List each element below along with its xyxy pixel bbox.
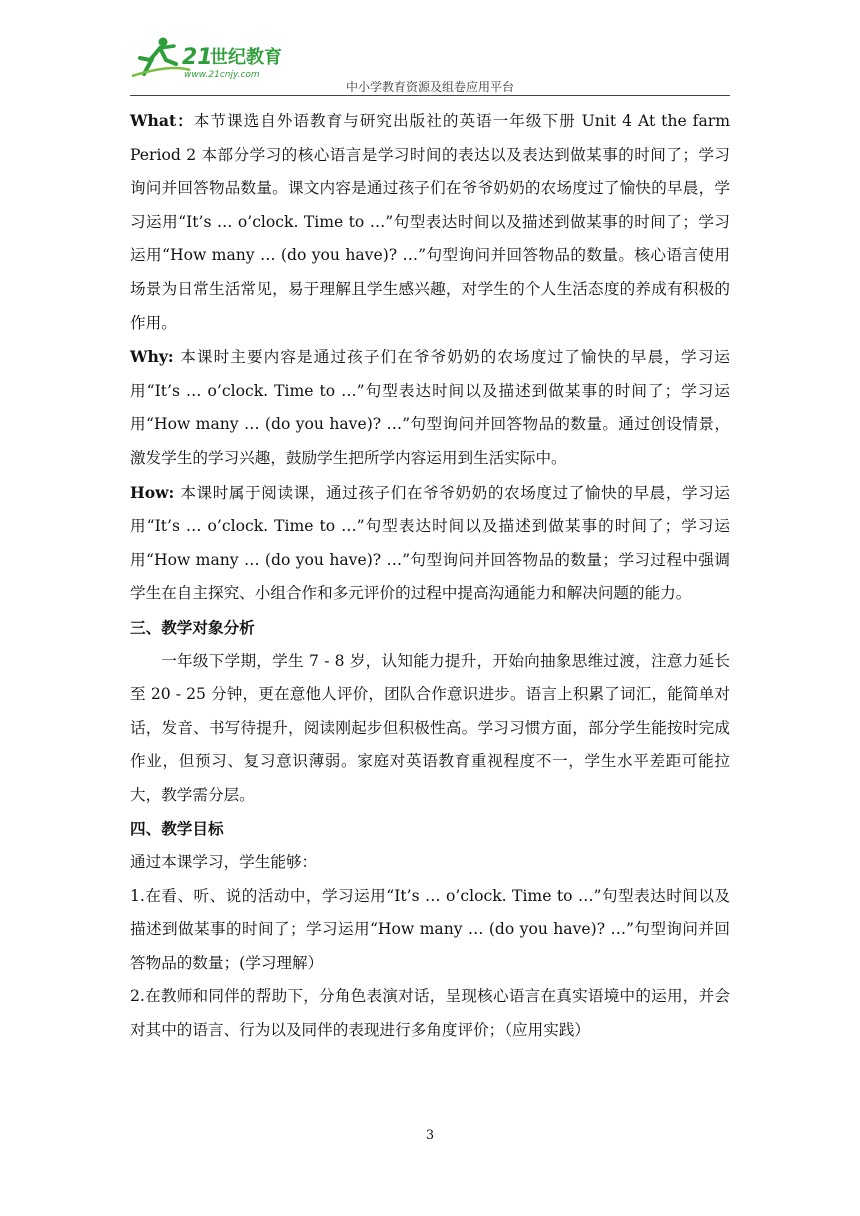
document-body xyxy=(130,104,730,1048)
page-number: 3 xyxy=(425,1128,435,1143)
section-heading-4: 四、教学目标 xyxy=(130,819,224,839)
why-paragraph xyxy=(130,340,730,475)
svg-text:世纪教育: 世纪教育 xyxy=(210,47,282,68)
how-label: How: xyxy=(130,482,181,502)
platform-name: 中小学教育资源及组卷应用平台 xyxy=(345,80,514,94)
goals-intro: 通过本课学习，学生能够： xyxy=(130,853,318,872)
what-paragraph xyxy=(130,104,730,340)
21cnjy-logo xyxy=(130,34,300,82)
why-text: 本课时主要内容是通过孩子们在爷爷奶奶的农场度过了愉快的早晨，学习运用“It’s … o’clock. Time to …”句型表达时间以及描述到做某事的时间了；学习运用“How many … (do you have)? …”句型询问并回答物品的数量。通过创设情景，激发学生的学习兴趣，鼓励学生把所学内容运用到生活实际中。 xyxy=(130,348,730,467)
what-label: What： xyxy=(130,111,194,130)
how-text: 本课时属于阅读课，通过孩子们在爷爷奶奶的农场度过了愉快的早晨，学习运用“It’s … o’clock. Time to …”句型表达时间以及描述到做某事的时间了；学习运用“How many … (do you have)? …”句型询问并回答物品的数量；学习过程中强调学生在自主探究、小组合作和多元评价的过程中提高沟通能力和解决问题的能力。 xyxy=(130,483,730,603)
why-label: Why: xyxy=(130,347,181,367)
goal-item-1: 1.在看、听、说的活动中，学习运用“It’s … o’clock. Time to …”句型表达时间以及描述到做某事的时间了；学习运用“How many … (do you have)? …”句型询问并回答物品的数量；(学习理解） xyxy=(130,886,730,972)
svg-text:21: 21 xyxy=(182,45,213,70)
page-header xyxy=(130,34,730,96)
how-paragraph xyxy=(130,476,730,611)
section-heading-3: 三、教学对象分析 xyxy=(130,617,255,637)
goal-item-2: 2.在教师和同伴的帮助下，分角色表演对话，呈现核心语言在真实语境中的运用，并会对其中的语言、行为以及同伴的表现进行多角度评价；（应用实践） xyxy=(130,987,730,1040)
header-divider xyxy=(130,95,730,96)
what-text: 本节课选自外语教育与研究出版社的英语一年级下册 Unit 4 At the farm Period 2 本部分学习的核心语言是学习时间的表达以及表达到做某事的时间了；学习询问并回答物品数量。课文内容是通过孩子们在爷爷奶奶的农场度过了愉快的早晨，学习运用“It’s … o’clock. Time to …”句型表达时间以及描述到做某事的时间了；学习运用“How many … (do you have)? …”句型询问并回答物品的数量。核心语言使用场景为日常生活常见，易于理解且学生感兴趣，对学生的个人生活态度的养成有积极的作用。 xyxy=(130,112,730,332)
svg-text:www.21cnjy.com: www.21cnjy.com xyxy=(184,70,260,80)
section3-paragraph: 一年级下学期，学生 7 - 8 岁，认知能力提升，开始向抽象思维过渡，注意力延长至 20 - 25 分钟，更在意他人评价，团队合作意识进步。语言上积累了词汇，能简单对话，发音、书写待提升，阅读刚起步但积极性高。学习习惯方面，部分学生能按时完成作业，但预习、复习意识薄弱。家庭对英语教育重视程度不一，学生水平差距可能拉大，教学需分层。 xyxy=(130,651,730,804)
